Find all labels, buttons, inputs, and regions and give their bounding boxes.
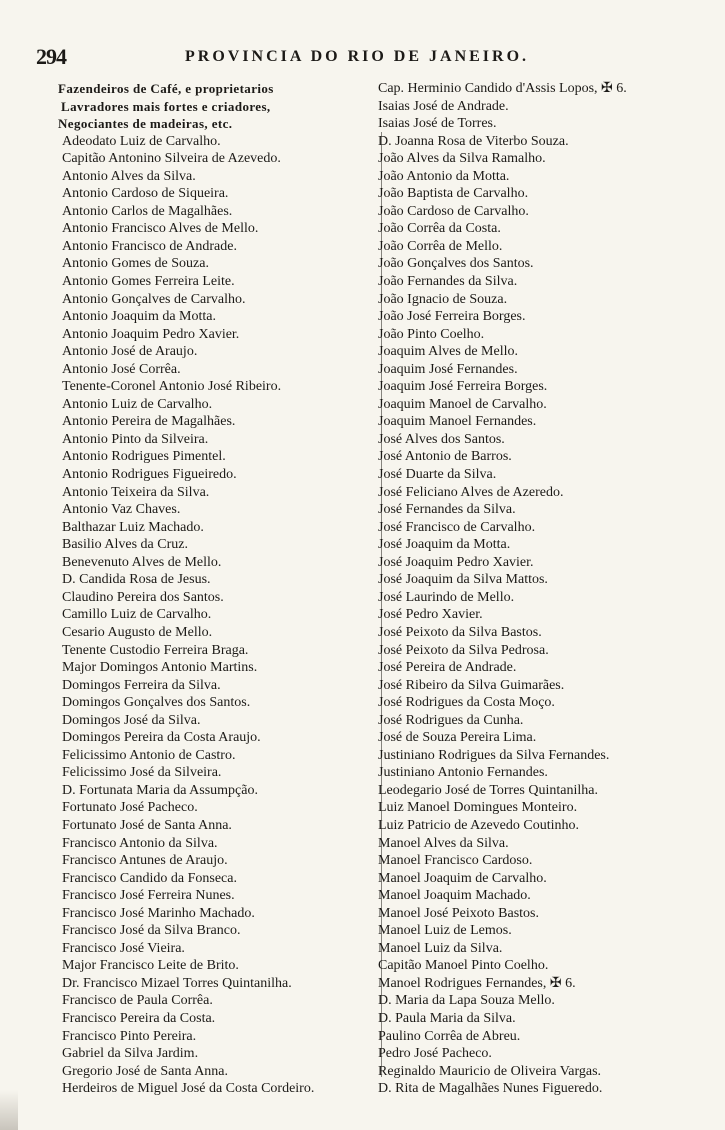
list-item: Tenente-Coronel Antonio José Ribeiro. — [62, 379, 282, 395]
list-item: Joaquim Manoel de Carvalho. — [378, 396, 547, 412]
section-heading-line: Lavradores mais fortes e criadores, — [61, 98, 271, 114]
list-item: D. Candida Rosa de Jesus. — [62, 572, 211, 588]
list-item: José Duarte da Silva. — [378, 467, 497, 483]
list-item: Herdeiros de Miguel José da Costa Cordeiro. — [62, 1081, 315, 1097]
section-heading-line: Negociantes de madeiras, etc. — [58, 116, 233, 132]
list-item: Francisco José Marinho Machado. — [62, 905, 255, 921]
section-heading-line: Fazendeiros de Café, e proprietarios — [58, 81, 274, 96]
list-item: José Joaquim da Motta. — [378, 537, 511, 553]
list-item: Manoel Joaquim de Carvalho. — [378, 870, 547, 886]
list-item: José Peixoto da Silva Bastos. — [378, 624, 542, 640]
list-item: José Antonio de Barros. — [378, 449, 512, 465]
list-item: João Gonçalves dos Santos. — [378, 256, 534, 272]
list-item: José Joaquim Pedro Xavier. — [378, 554, 534, 570]
list-item: Francisco Pereira da Costa. — [62, 1010, 216, 1026]
left-column — [58, 80, 380, 1098]
list-item: Francisco Antunes de Araujo. — [62, 853, 228, 869]
list-item: Antonio Francisco Alves de Mello. — [62, 221, 259, 237]
list-item: José Pedro Xavier. — [378, 607, 483, 623]
list-item: João Corrêa da Costa. — [378, 221, 501, 237]
list-item: Antonio Luiz de Carvalho. — [62, 396, 213, 412]
list-item: Antonio Joaquim da Motta. — [62, 309, 216, 325]
list-item: Antonio Gomes Ferreira Leite. — [62, 274, 235, 290]
list-item: Antonio Teixeira da Silva. — [62, 484, 210, 500]
list-item: Antonio Gonçalves de Carvalho. — [62, 291, 246, 307]
list-item: Claudino Pereira dos Santos. — [62, 589, 224, 605]
list-item: Joaquim José Ferreira Borges. — [378, 379, 548, 395]
list-item: Antonio Gomes de Souza. — [62, 256, 209, 272]
list-item: João Antonio da Motta. — [378, 168, 510, 184]
list-item: Antonio Alves da Silva. — [62, 168, 196, 184]
list-item: Francisco Candido da Fonseca. — [62, 870, 237, 886]
list-item: Felicissimo José da Silveira. — [62, 765, 222, 781]
list-item: João Ignacio de Souza. — [378, 291, 508, 307]
list-item: Balthazar Luiz Machado. — [62, 519, 204, 535]
list-item: Domingos José da Silva. — [62, 712, 201, 728]
list-item: Capitão Antonino Silveira de Azevedo. — [62, 151, 281, 167]
list-item: Manoel Alves da Silva. — [378, 835, 509, 851]
list-item: D. Joanna Rosa de Viterbo Souza. — [378, 133, 569, 149]
list-item: João José Ferreira Borges. — [378, 309, 526, 325]
list-item: Domingos Gonçalves dos Santos. — [62, 695, 251, 711]
list-item: Benevenuto Alves de Mello. — [62, 554, 222, 570]
list-item: João Baptista de Carvalho. — [378, 186, 529, 202]
list-item: Cap. Herminio Candido d'Assis Lopos, ✠ 6. — [378, 81, 627, 96]
list-item: José Alves dos Santos. — [378, 431, 505, 447]
list-item: Leodegario José de Torres Quintanilha. — [378, 782, 598, 798]
list-item: Antonio Francisco de Andrade. — [62, 238, 237, 254]
list-item: José Francisco de Carvalho. — [378, 519, 536, 535]
list-item: Luiz Patricio de Azevedo Coutinho. — [378, 817, 580, 833]
page-number: 294 — [36, 44, 66, 69]
list-item: D. Paula Maria da Silva. — [378, 1010, 516, 1026]
list-item: Joaquim Alves de Mello. — [378, 344, 518, 360]
list-item: Francisco José da Silva Branco. — [62, 923, 241, 939]
list-item: José Fernandes da Silva. — [378, 502, 516, 518]
left-name-list — [62, 133, 380, 1098]
list-item: Joaquim José Fernandes. — [378, 361, 518, 377]
list-item: Isaias José de Andrade. — [378, 98, 509, 114]
list-item: Manoel Joaquim Machado. — [378, 888, 531, 904]
right-name-list — [378, 80, 708, 1098]
list-item: Antonio Joaquim Pedro Xavier. — [62, 326, 240, 342]
list-item: Pedro José Pacheco. — [378, 1046, 492, 1062]
list-item: José Laurindo de Mello. — [378, 589, 515, 605]
list-item: Luiz Manoel Domingues Monteiro. — [378, 800, 578, 816]
list-item: Antonio José Corrêa. — [62, 361, 181, 377]
list-item: D. Rita de Magalhães Nunes Figueredo. — [378, 1081, 603, 1097]
list-item: Francisco Antonio da Silva. — [62, 835, 218, 851]
list-item: D. Fortunata Maria da Assumpção. — [62, 782, 258, 798]
list-item: José Pereira de Andrade. — [378, 660, 517, 676]
list-item: Cesario Augusto de Mello. — [62, 624, 213, 640]
list-item: João Fernandes da Silva. — [378, 274, 518, 290]
page-header — [0, 46, 725, 70]
list-item: Manoel Rodrigues Fernandes, ✠ 6. — [378, 975, 576, 991]
list-item: José Rodrigues da Costa Moço. — [378, 695, 555, 711]
list-item: Antonio Pereira de Magalhães. — [62, 414, 236, 430]
list-item: Manoel Luiz de Lemos. — [378, 923, 512, 939]
list-item: Justiniano Rodrigues da Silva Fernandes. — [378, 747, 610, 763]
list-item: Tenente Custodio Ferreira Braga. — [62, 642, 249, 658]
list-item: Manoel Luiz da Silva. — [378, 940, 503, 956]
list-item: Francisco José Vieira. — [62, 940, 185, 956]
list-item: Antonio Rodrigues Figueiredo. — [62, 467, 237, 483]
list-item: Domingos Pereira da Costa Araujo. — [62, 730, 261, 746]
list-item: Capitão Manoel Pinto Coelho. — [378, 958, 549, 974]
list-item: Joaquim Manoel Fernandes. — [378, 414, 537, 430]
page-corner-smudge — [0, 1090, 18, 1130]
list-item: João Alves da Silva Ramalho. — [378, 151, 546, 167]
list-item: Antonio Pinto da Silveira. — [62, 431, 209, 447]
list-item: Fortunato José de Santa Anna. — [62, 817, 232, 833]
list-item: Camillo Luiz de Carvalho. — [62, 607, 212, 623]
list-item: Fortunato José Pacheco. — [62, 800, 198, 816]
list-item: Felicissimo Antonio de Castro. — [62, 747, 236, 763]
list-item: Domingos Ferreira da Silva. — [62, 677, 221, 693]
right-column — [378, 80, 708, 1098]
list-item: Reginaldo Mauricio de Oliveira Vargas. — [378, 1063, 602, 1079]
list-item: Francisco Pinto Pereira. — [62, 1028, 197, 1044]
list-item: Major Domingos Antonio Martins. — [62, 660, 258, 676]
list-item: José Rodrigues da Cunha. — [378, 712, 524, 728]
list-item: Major Francisco Leite de Brito. — [62, 958, 239, 974]
list-item: Paulino Corrêa de Abreu. — [378, 1028, 521, 1044]
list-item: Manoel José Peixoto Bastos. — [378, 905, 539, 921]
list-item: José de Souza Pereira Lima. — [378, 730, 537, 746]
list-item: Antonio Carlos de Magalhães. — [62, 203, 233, 219]
list-item: Gregorio José de Santa Anna. — [62, 1063, 229, 1079]
list-item: João Cardoso de Carvalho. — [378, 203, 529, 219]
list-item: Dr. Francisco Mizael Torres Quintanilha. — [62, 975, 292, 991]
list-item: José Ribeiro da Silva Guimarães. — [378, 677, 565, 693]
list-item: João Pinto Coelho. — [378, 326, 485, 342]
list-item: José Peixoto da Silva Pedrosa. — [378, 642, 549, 658]
list-item: Isaias José de Torres. — [378, 116, 497, 132]
list-item: Gabriel da Silva Jardim. — [62, 1046, 199, 1062]
list-item: Francisco de Paula Corrêa. — [62, 993, 213, 1009]
list-item: D. Maria da Lapa Souza Mello. — [378, 993, 555, 1009]
list-item: José Feliciano Alves de Azeredo. — [378, 484, 564, 500]
list-item: Basilio Alves da Cruz. — [62, 537, 188, 553]
list-item: Justiniano Antonio Fernandes. — [378, 765, 548, 781]
list-item: José Joaquim da Silva Mattos. — [378, 572, 548, 588]
running-title: PROVINCIA DO RIO DE JANEIRO. — [185, 48, 530, 65]
list-item: Francisco José Ferreira Nunes. — [62, 888, 235, 904]
list-item: João Corrêa de Mello. — [378, 238, 503, 254]
list-item: Adeodato Luiz de Carvalho. — [62, 133, 221, 149]
list-item: Manoel Francisco Cardoso. — [378, 853, 533, 869]
list-item: Antonio Rodrigues Pimentel. — [62, 449, 226, 465]
list-item: Antonio José de Araujo. — [62, 344, 198, 360]
list-item: Antonio Vaz Chaves. — [62, 502, 181, 518]
list-item: Antonio Cardoso de Siqueira. — [62, 186, 229, 202]
